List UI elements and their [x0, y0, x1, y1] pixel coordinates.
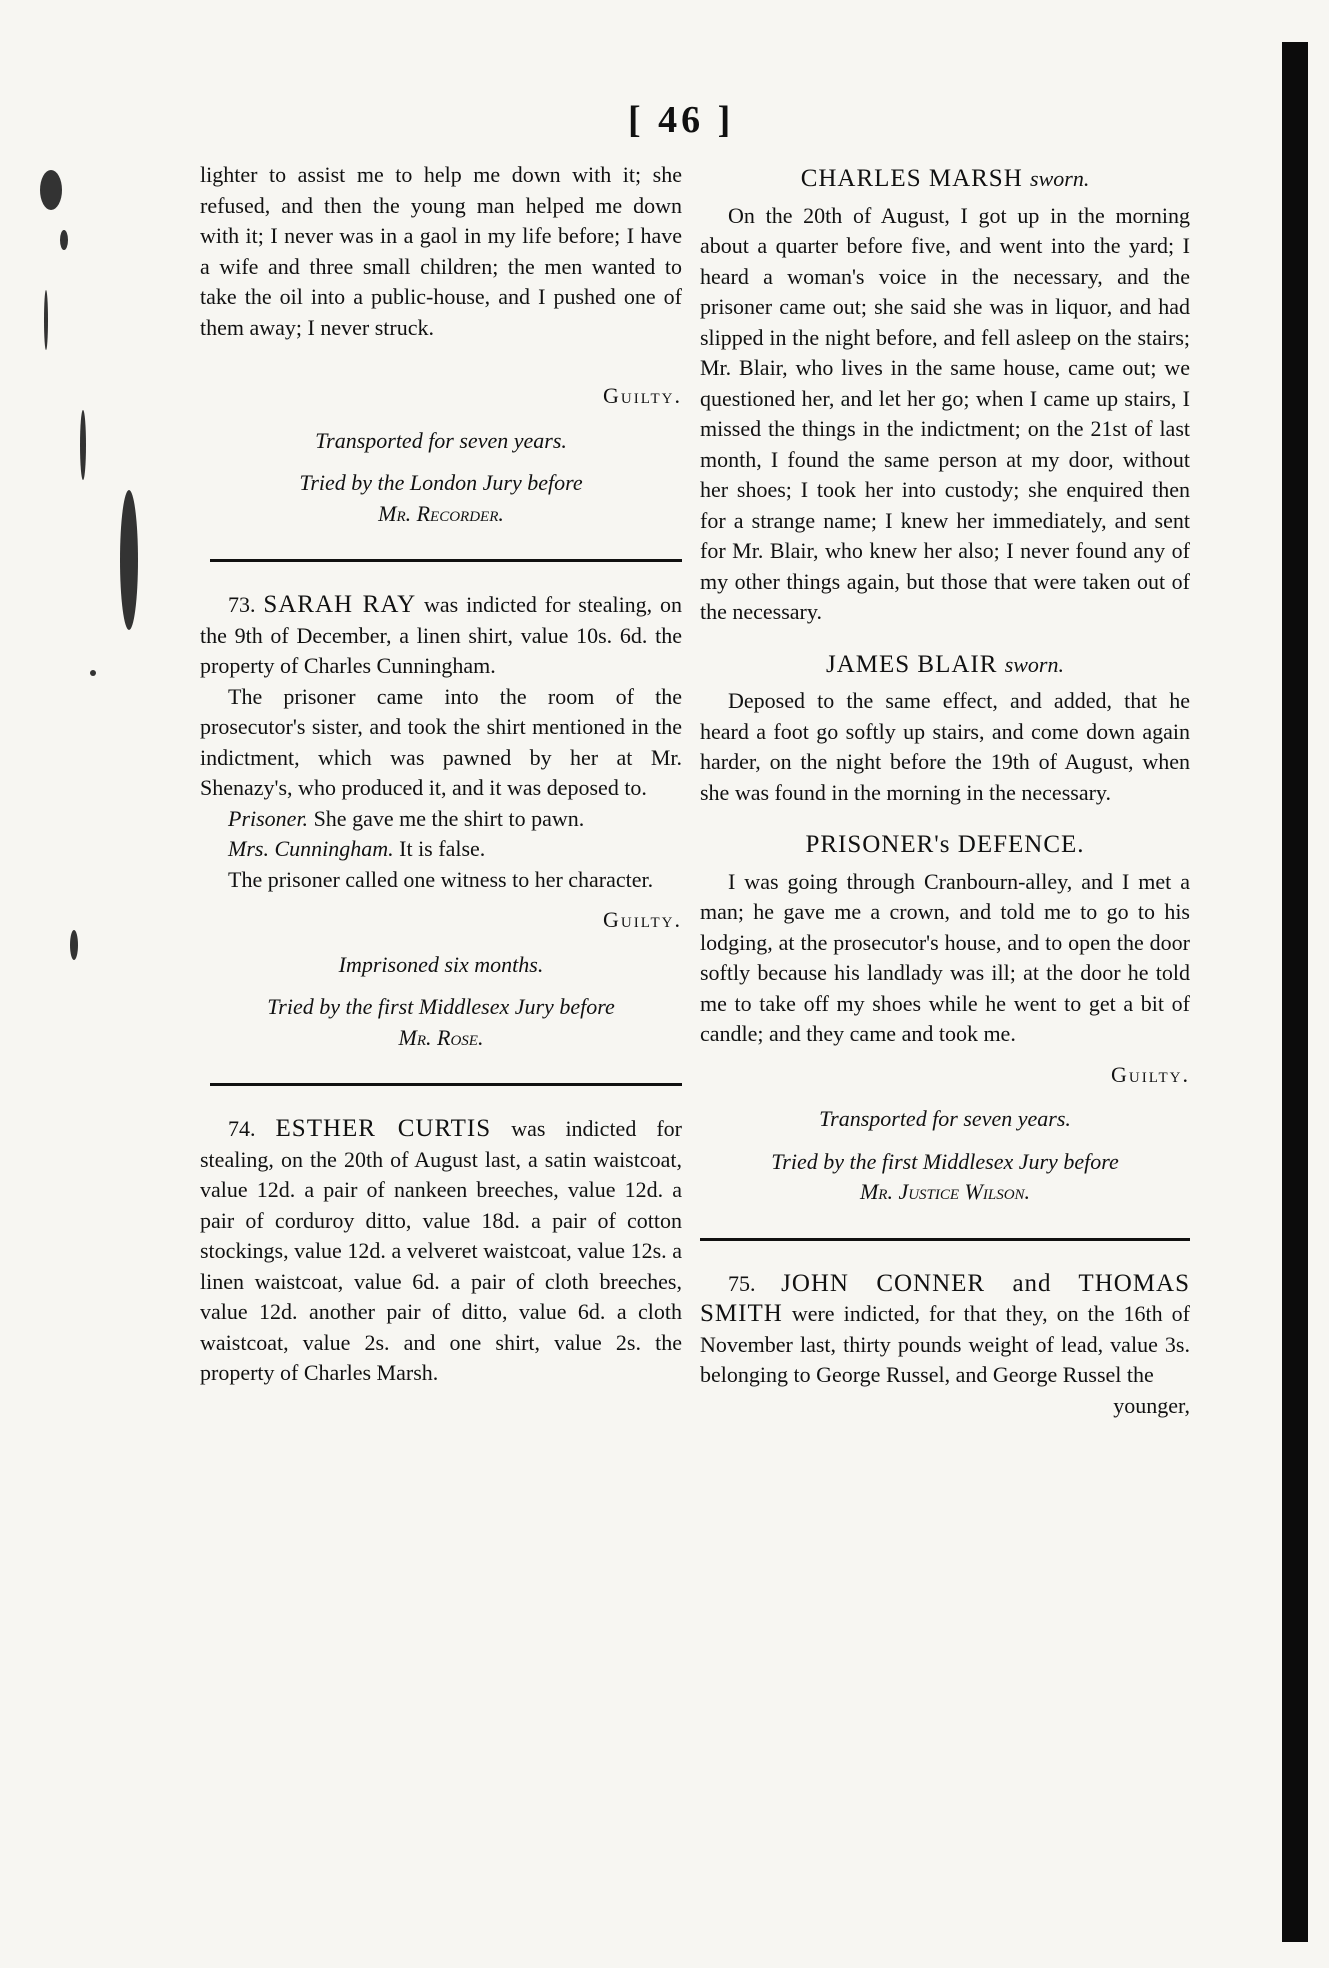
- book-spine-shadow: [1282, 42, 1308, 1942]
- tried-before: [700, 1147, 1190, 1208]
- tried-line-2: Mr. Recorder.: [378, 500, 504, 526]
- case-number: 73.: [228, 592, 256, 617]
- tried-line-1: Tried by the first Middlesex Jury before: [267, 994, 615, 1019]
- section-rule: [210, 559, 682, 562]
- speaker-text: It is false.: [399, 836, 486, 861]
- continuation-paragraph: lighter to assist me to help me down with it; she refused, and then the young man helped me down with it; I never was in a gaol in my life before; I have a wife and three small children; the men wanted to take the oil into a public-house, and I pushed one of them away; I never struck.: [200, 162, 682, 340]
- indictment-text: was indicted for stealing, on the 9th of December, a linen shirt, value 10s. 6d. the property of Charles Cunningham.: [200, 592, 683, 678]
- witness-name: CHARLES MARSH: [800, 165, 1023, 192]
- margin-show-through: [30, 170, 150, 1270]
- tried-before: [200, 992, 682, 1053]
- case-73-indictment: [200, 590, 682, 682]
- prisoner-statement: [200, 804, 682, 835]
- witness-statement: [200, 834, 682, 865]
- speaker-text: She gave me the shirt to pawn.: [313, 805, 585, 831]
- sworn-label: sworn.: [1030, 166, 1090, 191]
- indictment-text: was indicted for stealing, on the 20th of August last, a satin waistcoat, value 12d. a pair of nankeen breeches, value 12d. a pair of corduroy ditto, value 18d. a pair of cotton stockings, value 12d. a velveret waistcoat, value 12s. a linen waistcoat, value 6d. a pair of cloth breeches, value 12d. another pair of ditto, value 6d. a cloth waistcoat, value 2s. and one shirt, value 2s. the property of Charles Marsh.: [200, 1116, 682, 1385]
- case-number: 75.: [728, 1270, 756, 1296]
- case-75-indictment: [700, 1269, 1190, 1391]
- defence-text: I was going through Cranbourn-alley, and I met a man; he gave me a crown, and told me to go to his lodging, at the prosecutor's house, and to open the door softly because his landlady was ill; at the door he told me to take off my shoes while he went to get a bit of candle; and they came and took me.: [700, 868, 1190, 1046]
- tried-line-2: Mr. Rose.: [398, 1024, 484, 1050]
- defendant-names: JOHN CONNER and THOMAS SMITH: [700, 1269, 1190, 1327]
- tried-before: [200, 468, 682, 529]
- speaker-label: Mrs. Cunningham.: [228, 836, 394, 861]
- case-74-indictment: [200, 1114, 682, 1389]
- defendant-name: ESTHER CURTIS: [275, 1115, 492, 1142]
- section-rule: [700, 1238, 1190, 1241]
- case-number: 74.: [228, 1116, 256, 1141]
- page-number: [ 46 ]: [628, 99, 735, 141]
- witness-testimony: Deposed to the same effect, and added, that he heard a foot go softly up stairs, and come down again harder, on the night before the 19th of August, when she was found in the morning in the necessary.: [700, 688, 1190, 805]
- tried-line-2: Mr. Justice Wilson.: [859, 1179, 1031, 1204]
- left-column: [200, 160, 682, 1389]
- character-witness-note: The prisoner called one witness to her character.: [228, 866, 654, 892]
- witness-heading: [700, 650, 1190, 681]
- verdict-guilty: Guilty.: [603, 907, 682, 932]
- sentence-text: Imprisoned six months.: [338, 951, 544, 977]
- tried-line-1: Tried by the first Middlesex Jury before: [771, 1148, 1119, 1174]
- indictment-text: were indicted, for that they, on the 16th of November last, thirty pounds weight of lead, value 3s. belonging to George Russel, and George Russel the: [700, 1301, 1191, 1387]
- verdict-guilty: Guilty.: [1111, 1061, 1190, 1087]
- section-rule: [210, 1083, 682, 1086]
- witness-heading: [700, 164, 1190, 195]
- case-73-narrative: The prisoner came into the room of the prosecutor's sister, and took the shirt mentioned in the indictment, which was pawned by her at Mr. Shenazy's, who produced it, and it was deposed to.: [200, 683, 682, 800]
- right-column: [700, 160, 1190, 1421]
- tried-line-1: Tried by the London Jury before: [299, 470, 583, 495]
- defendant-name: SARAH RAY: [263, 591, 417, 618]
- witness-testimony: On the 20th of August, I got up in the morning about a quarter before five, and went into the yard; I heard a woman's voice in the necessary, and the prisoner came out; she said she was in liquor, and had slipped in the night before, and fell asleep on the stairs; Mr. Blair, who lives in the same house, came out; we questioned her, and let her go; when I came up stairs, I missed the things in the indictment; on the 21st of last month, I found the same person at my door, without her shoes; I took her into custody; she enquired then for a strange name; I knew her immediately, and sent for Mr. Blair, who knew her also; I never found any of my other things again, but those that were taken out of the necessary.: [700, 202, 1190, 624]
- sentence-text: Transported for seven years.: [315, 427, 567, 453]
- defence-heading: PRISONER's DEFENCE.: [805, 831, 1085, 858]
- witness-name: JAMES BLAIR: [826, 650, 998, 678]
- speaker-label: Prisoner.: [228, 805, 309, 831]
- sentence-text: Transported for seven years.: [819, 1106, 1071, 1131]
- catchword: younger,: [1113, 1392, 1190, 1418]
- sworn-label: sworn.: [1004, 651, 1064, 677]
- verdict-guilty: Guilty.: [603, 383, 682, 408]
